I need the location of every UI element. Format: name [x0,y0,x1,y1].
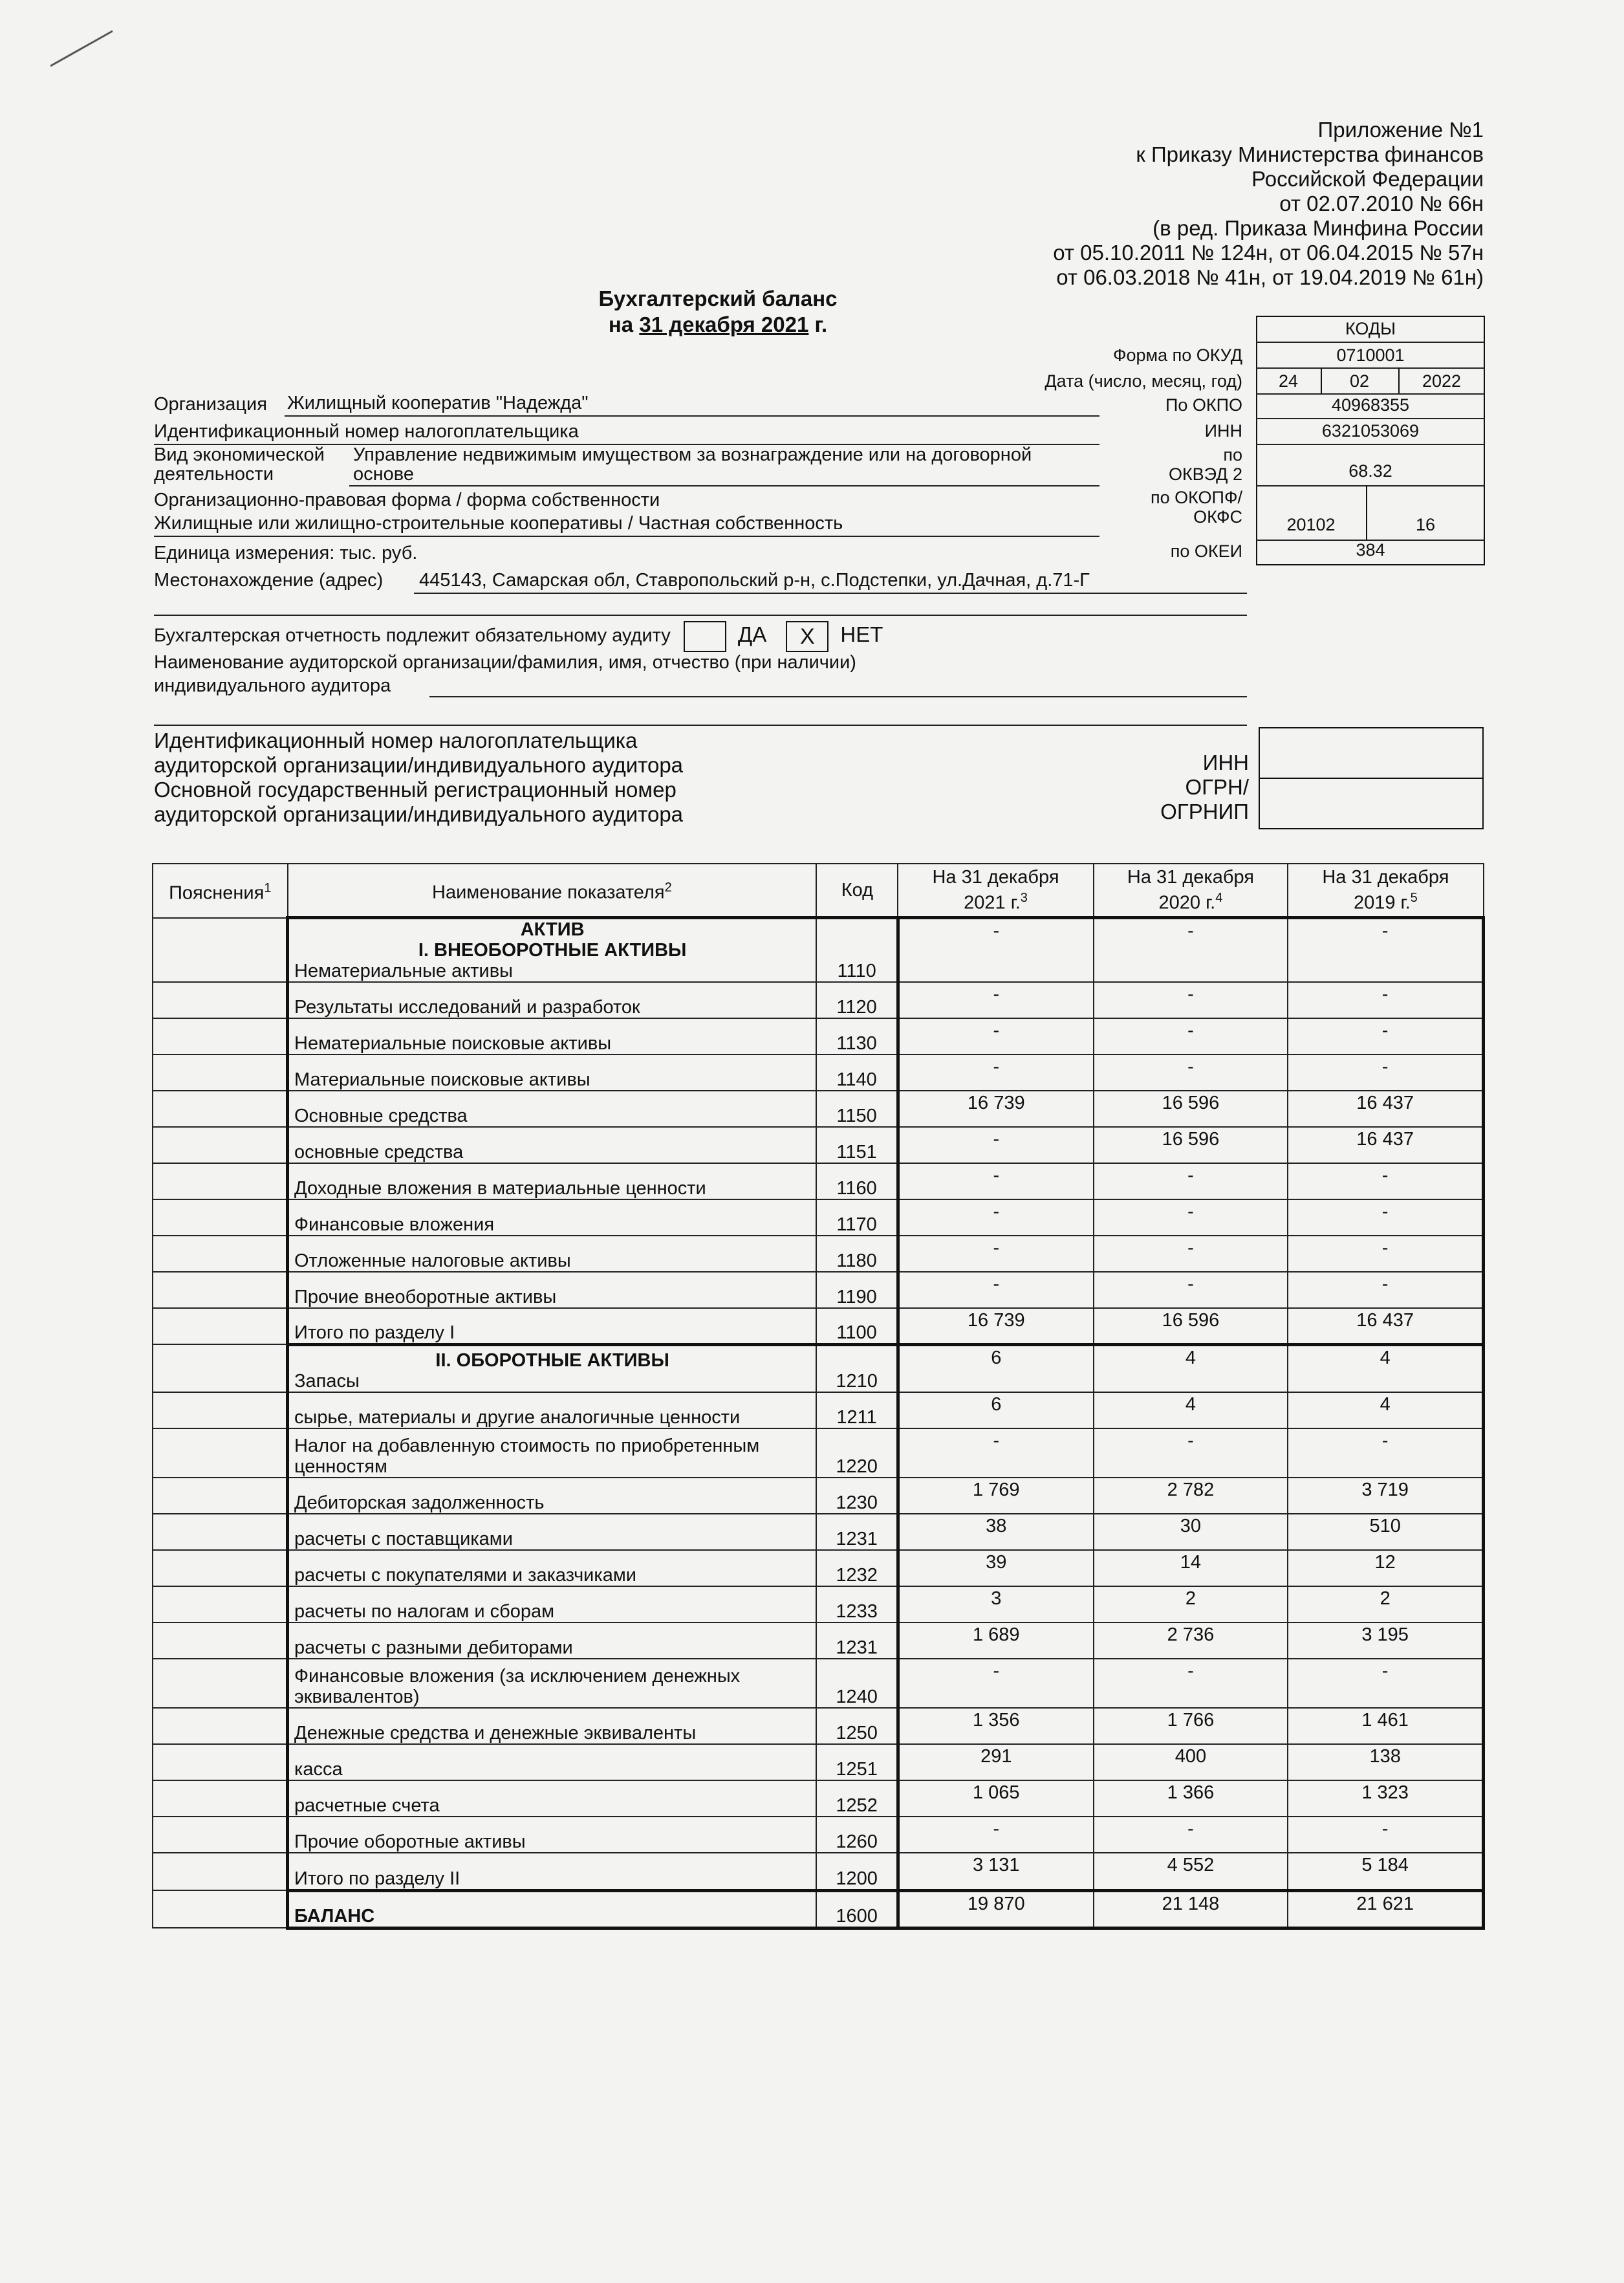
row-code: 1140 [816,1054,898,1091]
row-value-2021: - [898,1199,1093,1236]
row-code: 1230 [816,1478,898,1514]
row-value-2019: 16 437 [1288,1127,1483,1163]
row-explanation [153,982,288,1018]
row-value-2020: - [1094,1659,1288,1708]
row-code: 1170 [816,1199,898,1236]
okei-label: по ОКЕИ [1170,541,1242,561]
row-code: 1120 [816,982,898,1018]
row-value-2020: 2 782 [1094,1478,1288,1514]
row-code: 1210 [816,1344,898,1392]
row-code: 1240 [816,1659,898,1708]
row-explanation [153,1780,288,1817]
row-explanation [153,1236,288,1272]
row-name [288,1817,817,1853]
auditor-name-label [154,651,856,697]
row-code: 1200 [816,1853,898,1890]
table-row [153,1586,1484,1622]
row-name [288,1054,817,1091]
title-line2 [569,312,867,338]
row-code: 1160 [816,1163,898,1199]
row-name-text: расчеты с поставщиками [294,1529,513,1549]
activity-value [353,445,1032,484]
okopf-label-line1: по ОКОПФ/ [1150,488,1242,507]
activity-label-line1: Вид экономической [154,444,325,465]
row-value-2021: - [898,918,1093,983]
date-label: Дата (число, месяц, год) [1045,371,1242,391]
row-code: 1231 [816,1622,898,1659]
row-value-2021: 39 [898,1550,1093,1586]
row-value-2019: 510 [1288,1514,1483,1550]
row-value-2021: 16 739 [898,1091,1093,1127]
row-value-2020: 4 552 [1094,1853,1288,1890]
document-header [1053,118,1484,290]
row-value-2021: 19 870 [898,1890,1093,1928]
row-value-2020: - [1094,1054,1288,1091]
okopf-label [1151,488,1242,527]
row-value-2020: 16 596 [1094,1127,1288,1163]
table-row [153,1018,1484,1054]
row-value-2019: - [1288,1199,1483,1236]
row-name [288,1853,817,1890]
okud-label: Форма по ОКУД [1112,345,1242,365]
row-explanation [153,1163,288,1199]
row-code: 1180 [816,1236,898,1272]
row-name [288,1199,817,1236]
row-name-text: Финансовые вложения [294,1214,495,1235]
row-code: 1600 [816,1890,898,1928]
row-name [288,1272,817,1308]
inn-value: 6321053069 [1321,421,1420,441]
row-value-2019: - [1288,1236,1483,1272]
table-header-row [153,864,1484,918]
row-name [288,1127,817,1163]
row-value-2020: - [1094,1236,1288,1272]
row-value-2019: - [1288,1163,1483,1199]
row-code: 1130 [816,1018,898,1054]
row-name [288,1744,817,1780]
row-value-2020: 2 [1094,1586,1288,1622]
row-explanation [153,1478,288,1514]
okpo-value: 40968355 [1331,395,1410,415]
title-suffix: г. [808,312,828,336]
row-explanation [153,1308,288,1344]
row-value-2021: 1 065 [898,1780,1093,1817]
title-date: 31 декабря 2021 [639,312,809,336]
table-row [153,1163,1484,1199]
row-value-2021: 1 356 [898,1708,1093,1744]
table-row [153,1780,1484,1817]
okved-label-line2: ОКВЭД 2 [1168,464,1242,484]
table-row [153,1344,1484,1392]
balance-table [152,863,1485,1930]
row-value-2019: 1 323 [1288,1780,1483,1817]
row-name-text: БАЛАНС [294,1905,375,1927]
header-col-2020: На 31 декабря 2020 г.$^4$ [1094,864,1288,918]
row-value-2020: 14 [1094,1550,1288,1586]
row-name [288,1514,817,1550]
legal-form-label: Организационно-правовая форма / форма собственности [154,490,660,510]
row-explanation [153,1344,288,1392]
row-value-2020: - [1094,1199,1288,1236]
row-value-2019: 16 437 [1288,1308,1483,1344]
org-label: Организация [154,394,267,415]
auditor-code-labels [1160,750,1249,824]
row-name [288,1392,817,1428]
okopf-value: 20102 [1286,515,1336,534]
codes-heading: КОДЫ [1345,319,1396,338]
audit-question [154,621,883,652]
auditor-inn-label-line2: аудиторской организации/индивидуального аудитора [154,753,684,777]
auditor-inn-label [154,728,683,827]
section2-title: II. ОБОРОТНЫЕ АКТИВЫ [435,1350,669,1371]
table-row [153,1091,1484,1127]
row-code: 1231 [816,1514,898,1550]
row-name [288,1659,817,1708]
row-name-text: расчеты с разными дебиторами [294,1637,573,1658]
row-name-text: Основные средства [294,1106,468,1126]
table-row [153,1236,1484,1272]
table-row [153,1308,1484,1344]
okved-label-line1: по [1223,445,1242,464]
row-name-text: расчеты с покупателями и заказчиками [294,1565,636,1586]
row-value-2020: 16 596 [1094,1308,1288,1344]
header-line: к Приказу Министерства финансов [1136,142,1484,166]
row-name-text: Дебиторская задолженность [294,1492,545,1513]
row-name [288,1163,817,1199]
row-explanation [153,1659,288,1708]
header-col-2021: На 31 декабря 2021 г.$^3$ [898,864,1093,918]
row-name [288,1478,817,1514]
row-value-2021: 3 131 [898,1853,1093,1890]
row-value-2021: - [898,1127,1093,1163]
section1-title: I. ВНЕОБОРОТНЫЕ АКТИВЫ [418,940,687,961]
row-code: 1220 [816,1428,898,1478]
table-row [153,1478,1484,1514]
date-year: 2022 [1422,371,1462,391]
row-explanation [153,1622,288,1659]
activity-value-line2: основе [353,464,414,485]
row-name [288,1708,817,1744]
row-value-2020: 21 148 [1094,1890,1288,1928]
okpo-label: По ОКПО [1165,395,1242,415]
row-name [288,1550,817,1586]
header-line: Приложение №1 [1317,118,1484,142]
audit-yes-checkbox[interactable] [684,621,726,652]
auditor-name-label-line2: индивидуального аудитора [154,675,391,696]
row-name-text: основные средства [294,1142,464,1163]
row-explanation [153,1272,288,1308]
row-value-2019: 4 [1288,1392,1483,1428]
header-line: (в ред. Приказа Минфина России [1153,216,1484,240]
row-value-2020: - [1094,918,1288,983]
row-value-2021: 1 689 [898,1622,1093,1659]
okud-value: 0710001 [1336,345,1405,365]
header-code: Код [816,864,898,918]
row-explanation [153,1817,288,1853]
row-value-2019: - [1288,1428,1483,1478]
header-line: от 05.10.2011 № 124н, от 06.04.2015 № 57н [1053,241,1484,265]
activity-label [154,445,325,484]
header-explanations: Пояснения$^1$ [153,864,288,918]
row-value-2019: 2 [1288,1586,1483,1622]
row-name-text: Запасы [294,1371,360,1392]
row-value-2021: - [898,1018,1093,1054]
row-name-text: Нематериальные активы [294,961,513,981]
row-name-text: Денежные средства и денежные эквиваленты [294,1723,697,1743]
row-name-text: сырье, материалы и другие аналогичные ценности [294,1407,741,1428]
row-value-2021: 3 [898,1586,1093,1622]
row-name [288,1890,817,1928]
activity-value-line1: Управление недвижимым имуществом за вознаграждение или на договорной [353,444,1032,465]
header-line: Российской Федерации [1251,167,1484,191]
row-name [288,1622,817,1659]
row-name-text: Доходные вложения в материальные ценности [294,1178,706,1199]
row-explanation [153,1550,288,1586]
row-value-2020: 1 366 [1094,1780,1288,1817]
org-value: Жилищный кооператив "Надежда" [287,393,589,413]
row-code: 1233 [816,1586,898,1622]
row-name [288,1780,817,1817]
row-value-2020: 4 [1094,1344,1288,1392]
date-day: 24 [1278,371,1299,391]
row-value-2021: - [898,1817,1093,1853]
row-value-2021: 1 769 [898,1478,1093,1514]
row-name [288,1308,817,1344]
row-name [288,982,817,1018]
auditor-name-label-line1: Наименование аудиторской организации/фамилия, имя, отчество (при наличии) [154,652,856,673]
table-row [153,1054,1484,1091]
inn-label: ИНН [1204,421,1242,441]
row-explanation [153,1199,288,1236]
row-value-2021: - [898,1054,1093,1091]
auditor-inn-code-label: ИНН [1202,750,1249,774]
row-value-2020: - [1094,1817,1288,1853]
row-value-2019: 3 195 [1288,1622,1483,1659]
row-explanation [153,1586,288,1622]
header-line: от 02.07.2010 № 66н [1279,191,1484,215]
row-explanation [153,1744,288,1780]
row-value-2019: 3 719 [1288,1478,1483,1514]
auditor-ogrn-code-label2: ОГРНИП [1160,800,1249,824]
header-name: Наименование показателя$^2$ [288,864,817,918]
table-row [153,1853,1484,1890]
row-explanation [153,1853,288,1890]
row-value-2021: 291 [898,1744,1093,1780]
table-row [153,1622,1484,1659]
row-value-2021: 38 [898,1514,1093,1550]
row-value-2021: - [898,1272,1093,1308]
row-explanation [153,1018,288,1054]
title-prefix: на [608,312,640,336]
row-value-2020: 30 [1094,1514,1288,1550]
row-explanation [153,1514,288,1550]
header-line: от 06.03.2018 № 41н, от 19.04.2019 № 61н) [1056,265,1484,289]
row-value-2020: 4 [1094,1392,1288,1428]
auditor-ogrn-label-line1: Основной государственный регистрационный номер [154,778,677,802]
table-row [153,982,1484,1018]
table-row [153,1127,1484,1163]
row-name-text: касса [294,1759,343,1780]
table-row [153,918,1484,983]
row-code: 1151 [816,1127,898,1163]
audit-yes-label: ДА [737,622,767,646]
row-explanation [153,1708,288,1744]
row-value-2019: 138 [1288,1744,1483,1780]
row-explanation [153,1392,288,1428]
row-name-text: Результаты исследований и разработок [294,997,640,1018]
section-active-title: АКТИВ [520,919,585,940]
row-value-2019: - [1288,1018,1483,1054]
table-row [153,1708,1484,1744]
row-value-2019: - [1288,1054,1483,1091]
row-name-text: расчеты по налогам и сборам [294,1601,555,1622]
row-name-text: Итого по разделу I [294,1322,455,1343]
row-value-2019: - [1288,982,1483,1018]
row-value-2019: - [1288,1817,1483,1853]
address-label: Местонахождение (адрес) [154,570,384,591]
row-value-2020: - [1094,1018,1288,1054]
audit-no-checkbox[interactable]: X [786,621,828,652]
row-value-2021: 6 [898,1392,1093,1428]
auditor-ogrn-code-label1: ОГРН/ [1185,775,1249,799]
row-name-text: Прочие оборотные активы [294,1831,526,1852]
row-value-2021: - [898,1428,1093,1478]
row-name [288,1091,817,1127]
row-name [288,918,817,983]
row-value-2019: 21 621 [1288,1890,1483,1928]
row-value-2021: 6 [898,1344,1093,1392]
auditor-inn-label-line1: Идентификационный номер налогоплательщика [154,728,638,752]
legal-form-value: Жилищные или жилищно-строительные кооперативы / Частная собственность [154,513,843,534]
okopf-label-line2: ОКФС [1193,507,1242,527]
row-name-text: Нематериальные поисковые активы [294,1033,612,1054]
row-code: 1211 [816,1392,898,1428]
auditor-ogrn-field[interactable] [1259,778,1484,829]
audit-question-text: Бухгалтерская отчетность подлежит обязательному аудиту [154,625,671,646]
row-value-2020: 2 736 [1094,1622,1288,1659]
okfs-value: 16 [1415,515,1436,534]
row-value-2020: - [1094,1428,1288,1478]
row-name [288,1018,817,1054]
row-name-text: Отложенные налоговые активы [294,1251,571,1271]
row-explanation [153,1054,288,1091]
row-code: 1251 [816,1744,898,1780]
row-value-2020: - [1094,1272,1288,1308]
row-name [288,1586,817,1622]
row-value-2019: 12 [1288,1550,1483,1586]
row-code: 1100 [816,1308,898,1344]
auditor-ogrn-label-line2: аудиторской организации/индивидуального аудитора [154,802,684,826]
audit-no-label: НЕТ [840,622,883,646]
table-row [153,1817,1484,1853]
row-explanation [153,1127,288,1163]
okved-value: 68.32 [1348,461,1392,481]
row-name [288,1236,817,1272]
row-value-2019: - [1288,1659,1483,1708]
row-value-2020: 400 [1094,1744,1288,1780]
okved-label [1169,445,1242,484]
address-value: 445143, Самарская обл, Ставропольский р-н, с.Подстепки, ул.Дачная, д.71-Г [419,570,1090,591]
row-code: 1190 [816,1272,898,1308]
row-explanation [153,1428,288,1478]
row-name-text: Финансовые вложения (за исключением денежных эквивалентов) [294,1666,741,1707]
table-row [153,1514,1484,1550]
activity-label-line2: деятельности [154,464,274,485]
title-line1: Бухгалтерский баланс [598,287,838,311]
row-value-2021: - [898,1163,1093,1199]
row-explanation [153,918,288,983]
row-value-2019: - [1288,918,1483,983]
row-value-2021: - [898,982,1093,1018]
row-value-2019: 4 [1288,1344,1483,1392]
row-name-text: расчетные счета [294,1795,440,1816]
row-code: 1232 [816,1550,898,1586]
row-code: 1260 [816,1817,898,1853]
row-explanation [153,1890,288,1928]
document-title [569,286,867,338]
row-value-2019: - [1288,1272,1483,1308]
row-value-2020: - [1094,1163,1288,1199]
table-row [153,1392,1484,1428]
auditor-inn-field[interactable] [1259,727,1484,779]
row-value-2020: 1 766 [1094,1708,1288,1744]
row-value-2021: - [898,1236,1093,1272]
row-value-2019: 5 184 [1288,1853,1483,1890]
table-row [153,1550,1484,1586]
table-row [153,1272,1484,1308]
row-code: 1110 [816,918,898,983]
row-value-2019: 16 437 [1288,1091,1483,1127]
row-name-text: Прочие внеоборотные активы [294,1287,557,1307]
row-value-2021: 16 739 [898,1308,1093,1344]
row-name [288,1344,817,1392]
table-row [153,1428,1484,1478]
header-col-2019: На 31 декабря 2019 г.$^5$ [1288,864,1483,918]
table-row [153,1659,1484,1708]
row-name-text: Итого по разделу II [294,1868,460,1889]
table-row [153,1199,1484,1236]
okei-value: 384 [1356,540,1385,560]
row-code: 1250 [816,1708,898,1744]
pen-mark-icon [45,26,116,71]
row-name-text: Материальные поисковые активы [294,1069,590,1090]
row-value-2019: 1 461 [1288,1708,1483,1744]
row-code: 1252 [816,1780,898,1817]
table-row [153,1744,1484,1780]
row-code: 1150 [816,1091,898,1127]
taxpayer-id-label: Идентификационный номер налогоплательщика [154,421,579,442]
row-name [288,1428,817,1478]
row-explanation [153,1091,288,1127]
table-row [153,1890,1484,1928]
row-value-2020: 16 596 [1094,1091,1288,1127]
unit-label: Единица измерения: тыс. руб. [154,543,418,563]
row-name-text: Налог на добавленную стоимость по приобретенным ценностям [294,1436,760,1477]
date-month: 02 [1349,371,1370,391]
row-value-2020: - [1094,982,1288,1018]
row-value-2021: - [898,1659,1093,1708]
